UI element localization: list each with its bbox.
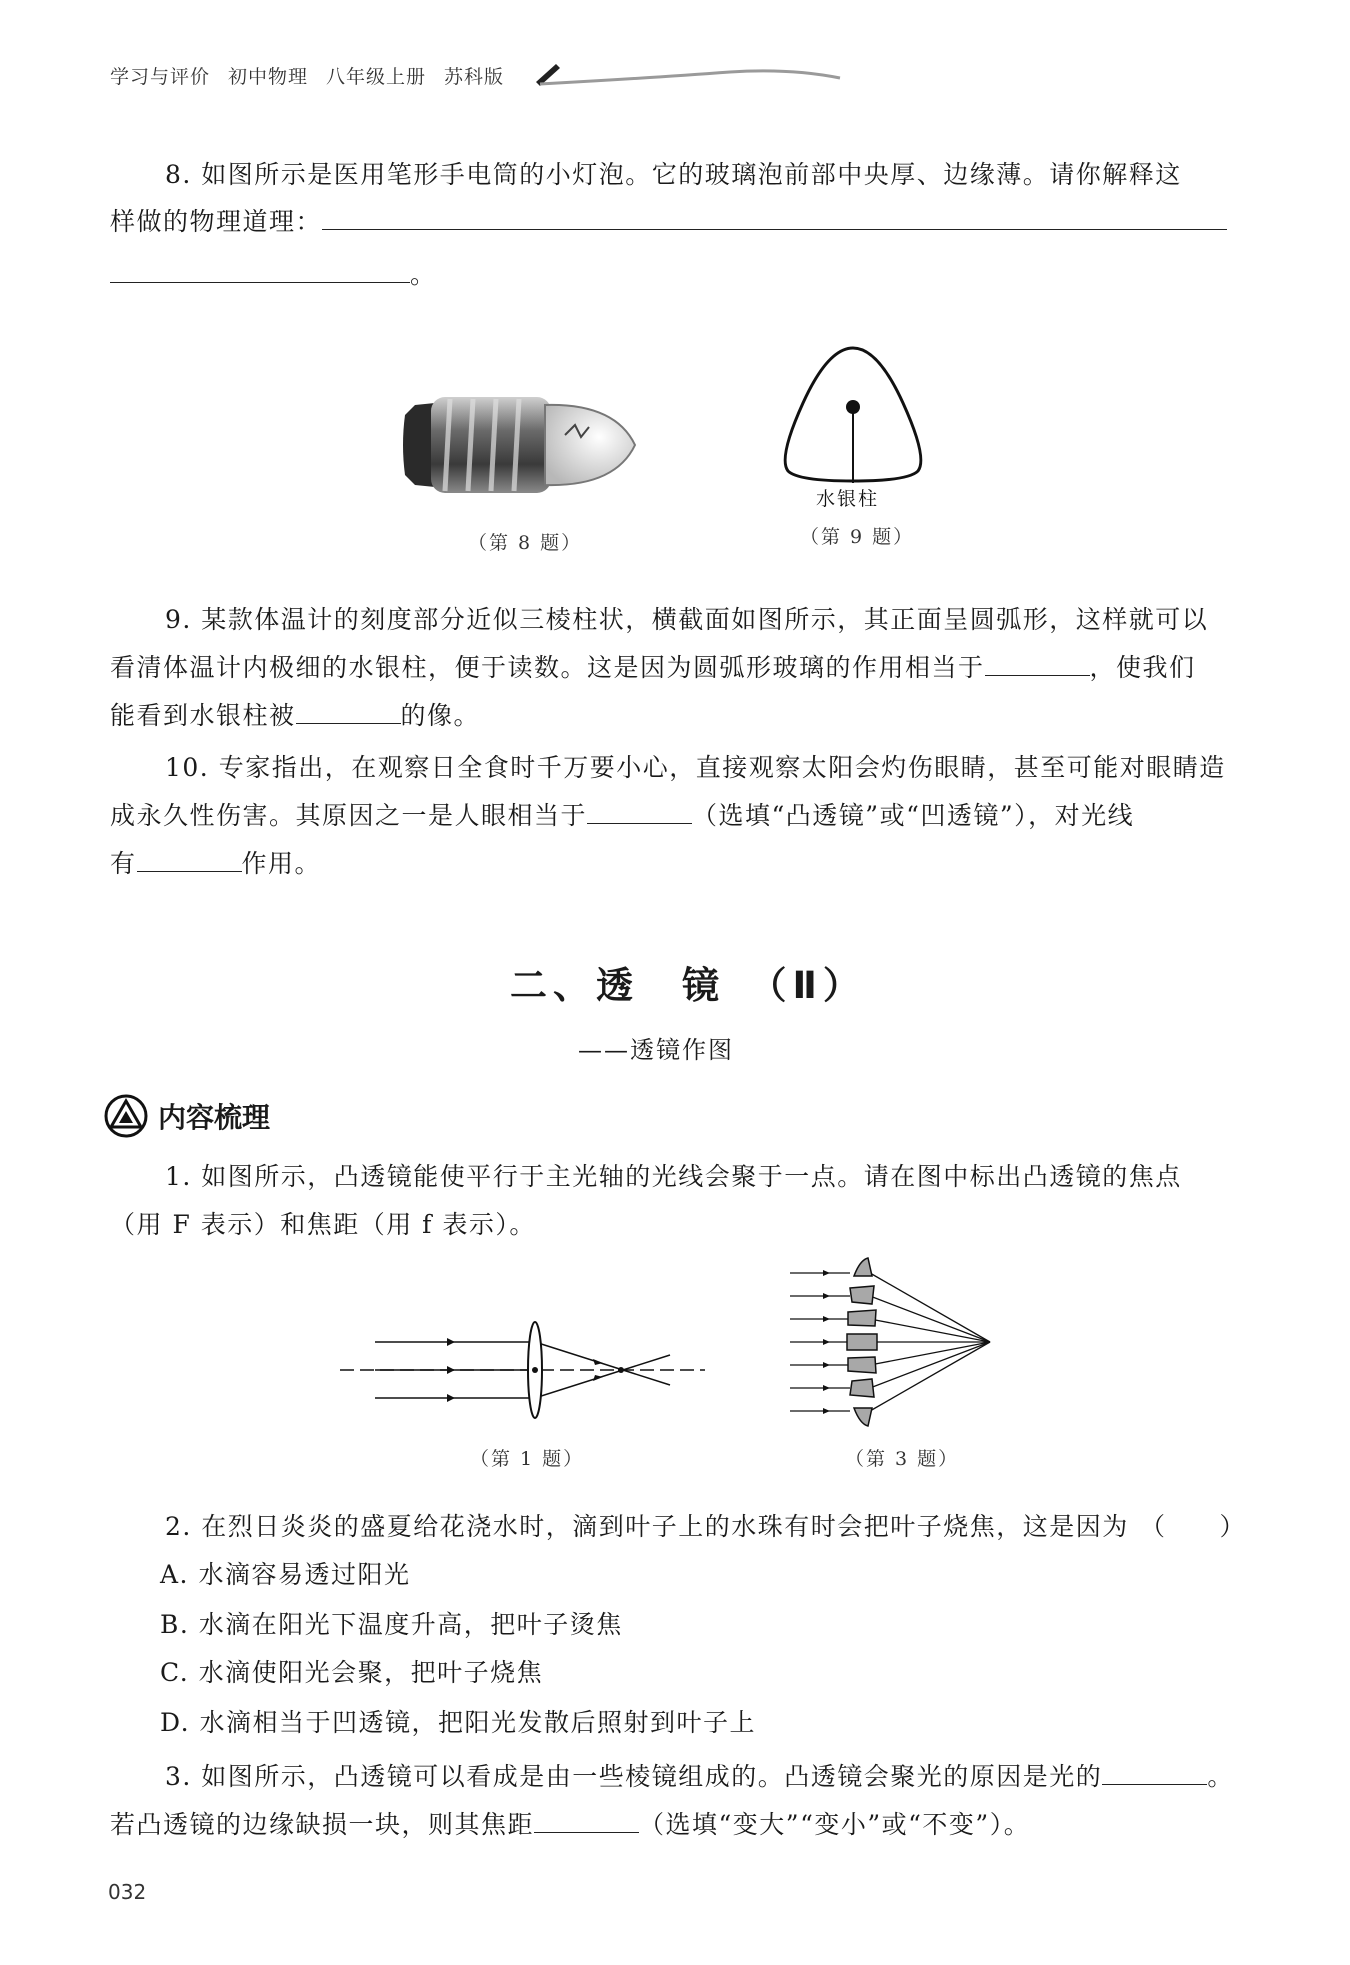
q9-line1: 9. 某款体温计的刻度部分近似三棱柱状，横截面如图所示，其正面呈圆弧形，这样就可以 [165, 605, 1209, 634]
q10-answer-blank-1[interactable] [587, 795, 692, 824]
q3-line2 [110, 1800, 1030, 1850]
content-heading: 内容梳理 [158, 1101, 271, 1134]
caption-fig3: （第 3 题） [845, 1448, 960, 1470]
caption-fig8: （第 8 题） [468, 532, 583, 554]
q10-line2 [110, 791, 1134, 841]
header-edition: 苏科版 [444, 66, 505, 88]
q10-answer-blank-2[interactable] [137, 843, 242, 872]
q2-answer-paren[interactable]: （ ） [1140, 1512, 1247, 1541]
q2-option-b: B. 水滴在阳光下温度升高，把叶子烫焦 [160, 1610, 623, 1639]
header-subject: 初中物理 [228, 66, 309, 88]
section-subtitle: ——透镜作图 [578, 1036, 734, 1064]
q9-line3-end: 的像。 [400, 701, 481, 730]
q10-line1: 10. 专家指出，在观察日全食时千万要小心，直接观察太阳会灼伤眼睛，甚至可能对眼睛造 [165, 753, 1226, 782]
q9-line2-text: 看清体温计内极细的水银柱，便于读数。这是因为圆弧形玻璃的作用相当于 [110, 653, 985, 682]
header-series: 学习与评价 [110, 66, 211, 88]
section-title: 二、透 镜 （Ⅱ） [510, 964, 866, 1007]
bulb-figure [395, 375, 655, 515]
q8-line2 [110, 197, 1235, 247]
q8-line2-text: 样做的物理道理： [110, 207, 323, 236]
caption-fig9: （第 9 题） [800, 526, 915, 548]
q2-option-d: D. 水滴相当于凹透镜，把阳光发散后照射到叶子上 [160, 1708, 757, 1737]
q9-line3-text: 能看到水银柱被 [110, 701, 296, 730]
q2-option-a: A. 水滴容易透过阳光 [160, 1560, 411, 1589]
q10-line2-text: 成永久性伤害。其原因之一是人眼相当于 [110, 801, 588, 830]
thermometer-section-figure [768, 343, 938, 493]
q3-line1-text: 3. 如图所示，凸透镜可以看成是由一些棱镜组成的。凸透镜会聚光的原因是光的 [165, 1762, 1103, 1791]
page-number: 032 [108, 1880, 147, 1904]
q2-stem: 2. 在烈日炎炎的盛夏给花浇水时，滴到叶子上的水珠有时会把叶子烧焦，这是因为 [165, 1512, 1129, 1541]
mercury-label: 水银柱 [816, 488, 880, 510]
q10-line2-end: （选填“凸透镜”或“凹透镜”），对光线 [692, 801, 1135, 830]
q10-line3-end: 作用。 [241, 849, 322, 878]
q9-line2 [110, 643, 1196, 693]
q3-answer-blank-2[interactable] [534, 1804, 639, 1833]
q8-line3 [110, 250, 437, 300]
convex-lens-ray-figure [335, 1310, 705, 1430]
caption-fig1: （第 1 题） [470, 1448, 585, 1470]
q3-line1 [165, 1752, 1234, 1802]
header-grade: 八年级上册 [326, 66, 427, 88]
q9-answer-blank-1[interactable] [985, 647, 1090, 676]
q8-end: 。 [410, 260, 437, 289]
q3-line2-end: （选填“变大”“变小”或“不变”）。 [639, 1810, 1031, 1839]
q1-line1: 1. 如图所示，凸透镜能使平行于主光轴的光线会聚于一点。请在图中标出凸透镜的焦点 [165, 1162, 1182, 1191]
q3-line2-text: 若凸透镜的边缘缺损一块，则其焦距 [110, 1810, 535, 1839]
prism-lens-ray-figure [790, 1258, 1000, 1428]
q8-answer-blank-2[interactable] [110, 254, 410, 283]
running-header [110, 62, 522, 89]
q10-line3 [110, 839, 321, 889]
q8-answer-blank-1[interactable] [322, 201, 1227, 230]
triangle-logo-icon [103, 1093, 149, 1139]
q8-line1: 8. 如图所示是医用笔形手电筒的小灯泡。它的玻璃泡前部中央厚、边缘薄。请你解释这 [165, 160, 1182, 189]
q3-answer-blank-1[interactable] [1102, 1756, 1207, 1785]
q9-line2-end: ，使我们 [1089, 653, 1196, 682]
q1-line2: （用 F 表示）和焦距（用 f 表示）。 [110, 1210, 536, 1239]
pen-swoosh-icon [530, 58, 850, 98]
q9-answer-blank-2[interactable] [296, 695, 401, 724]
q2-option-c: C. 水滴使阳光会聚，把叶子烧焦 [160, 1658, 544, 1687]
q10-line3-text: 有 [110, 849, 137, 878]
q3-line1-end: 。 [1207, 1762, 1234, 1791]
q9-line3 [110, 691, 480, 741]
